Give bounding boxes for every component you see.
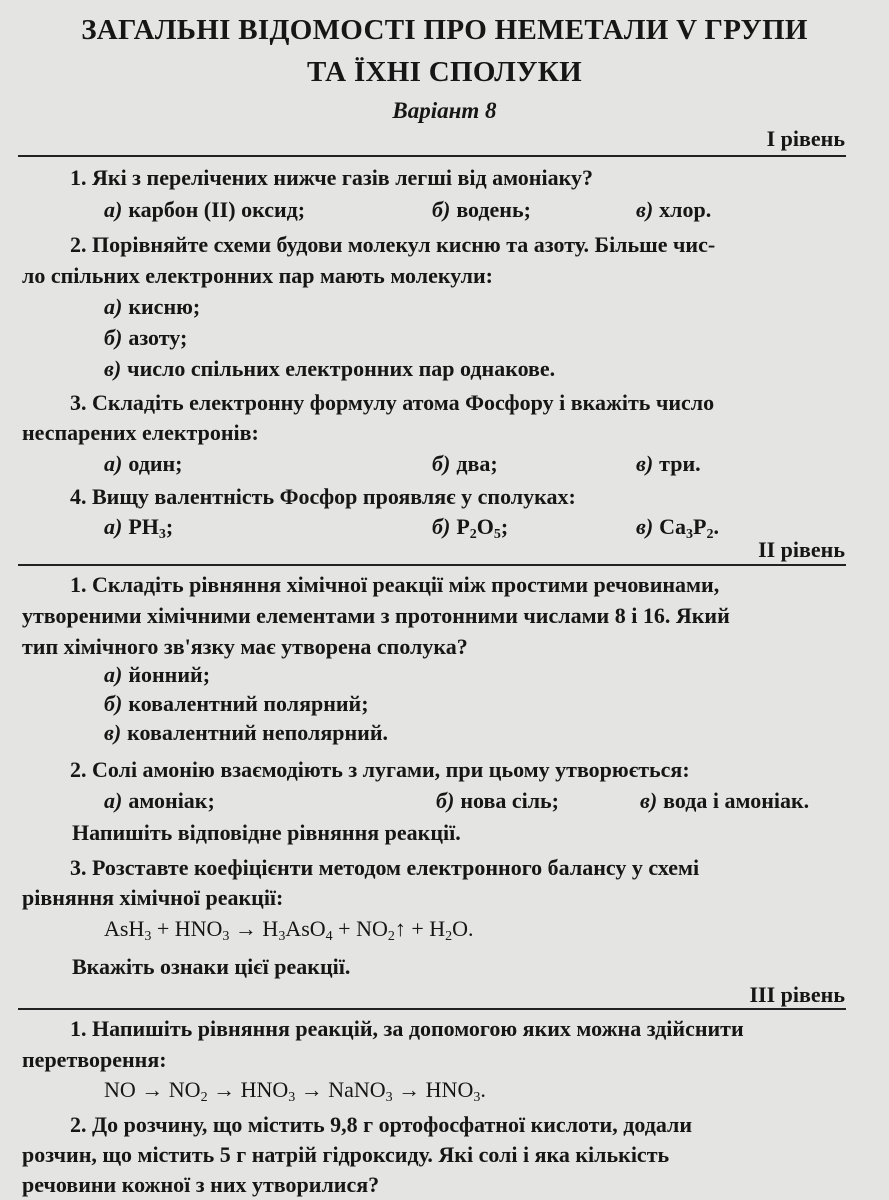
l2-q1-line3: тип хімічного зв'язку має утворена сполука? bbox=[22, 634, 468, 659]
l1-q4-option-c: в) $Ca_3P_2$. bbox=[636, 514, 719, 542]
level-1-divider bbox=[18, 155, 846, 157]
l3-q1-line2: перетворення: bbox=[22, 1047, 167, 1072]
l1-q1-option-c: в) хлор. bbox=[636, 197, 712, 222]
l2-q1-option-a: а) йонний; bbox=[104, 662, 211, 687]
l2-q3-note: Вкажіть ознаки цієї реакції. bbox=[72, 954, 351, 979]
l1-q3-line1: 3. Складіть електронну формулу атома Фосфору і вкажіть число bbox=[70, 390, 715, 415]
l2-q1-line1: 1. Складіть рівняння хімічної реакції між простими речовинами, bbox=[70, 572, 720, 597]
l2-q2-option-b: б) нова сіль; bbox=[436, 788, 560, 813]
l1-q2-option-a: а) кисню; bbox=[104, 294, 201, 319]
l1-q3-line2: неспарених електронів: bbox=[22, 420, 259, 445]
page-title-line2: ТА ЇХНІ СПОЛУКИ bbox=[306, 56, 582, 88]
page-title-line1: ЗАГАЛЬНІ ВІДОМОСТІ ПРО НЕМЕТАЛИ V ГРУПИ bbox=[81, 14, 808, 46]
l2-q1-line2: утвореними хімічними елементами з протонними числами 8 і 16. Який bbox=[22, 603, 730, 628]
l1-q3-option-a: а) один; bbox=[104, 451, 183, 476]
level-3-divider bbox=[18, 1008, 846, 1010]
l2-q1-option-b: б) ковалентний полярний; bbox=[104, 691, 369, 716]
l3-q1-equation: NO → $NO_2 \to HNO_3$ → NaNO$_3$ → $HNO_3$. bbox=[104, 1077, 486, 1105]
l2-q2-option-a: а) амоніак; bbox=[104, 788, 215, 813]
level-2-heading: ІІ рівень bbox=[758, 537, 845, 562]
l1-q2-option-c: в) число спільних електронних пар однакове. bbox=[104, 356, 556, 381]
l1-q4-option-a: а) $PH_3$; bbox=[104, 514, 174, 542]
l1-q2-option-b: б) азоту; bbox=[104, 325, 188, 350]
level-2-divider bbox=[18, 564, 846, 566]
l2-q2-text: 2. Солі амонію взаємодіють з лугами, при цьому утворюється: bbox=[70, 757, 690, 782]
l1-q2-line1: 2. Порівняйте схеми будови молекул кисню та азоту. Більше чис- bbox=[70, 232, 716, 257]
l1-q4-option-b: б) $P_2O_5$; bbox=[432, 514, 509, 542]
l2-q3-line2: рівняння хімічної реакції: bbox=[22, 885, 284, 910]
l1-q1-option-a: а) карбон (ІІ) оксид; bbox=[104, 197, 306, 222]
l2-q2-option-c: в) вода і амоніак. bbox=[640, 788, 810, 813]
level-3-heading: ІІІ рівень bbox=[749, 982, 845, 1007]
l2-q3-line1: 3. Розставте коефіцієнти методом електронного балансу у схемі bbox=[70, 855, 700, 880]
l3-q2-line3: речовини кожної з них утворилися? bbox=[22, 1172, 380, 1197]
l1-q4-text: 4. Вищу валентність Фосфор проявляє у сполуках: bbox=[70, 484, 576, 509]
l2-q3-equation: $AsH_3 + HNO_3 \to H_3AsO_4$ + $NO_2↑ + H_2O$. bbox=[104, 916, 474, 944]
l1-q1-text: 1. Які з перелічених нижче газів легші від амоніаку? bbox=[70, 165, 593, 190]
l3-q2-line2: розчин, що містить 5 г натрій гідроксиду. Які солі і яка кількість bbox=[22, 1142, 670, 1167]
l3-q1-line1: 1. Напишіть рівняння реакцій, за допомогою яких можна здійснити bbox=[70, 1016, 744, 1041]
l1-q3-option-b: б) два; bbox=[432, 451, 498, 476]
l2-q1-option-c: в) ковалентний неполярний. bbox=[104, 720, 389, 745]
level-1-heading: І рівень bbox=[766, 126, 845, 151]
l2-q2-note: Напишіть відповідне рівняння реакції. bbox=[72, 820, 461, 845]
l1-q3-option-c: в) три. bbox=[636, 451, 701, 476]
variant-label: Варіант 8 bbox=[392, 98, 497, 123]
l1-q2-line2: ло спільних електронних пар мають молекули: bbox=[22, 263, 493, 288]
l3-q2-line1: 2. До розчину, що містить 9,8 г ортофосфатної кислоти, додали bbox=[70, 1112, 693, 1137]
l1-q1-option-b: б) водень; bbox=[432, 197, 531, 222]
